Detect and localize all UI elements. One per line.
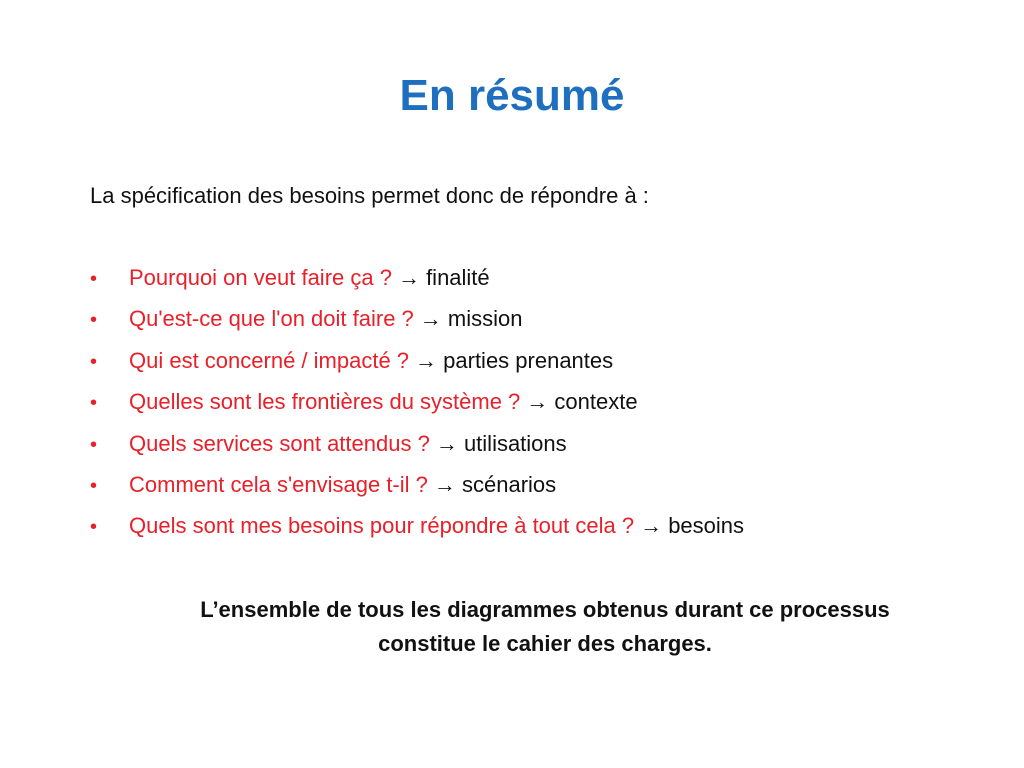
answer-text: → mission <box>419 306 523 332</box>
bullet-icon: • <box>90 309 98 332</box>
bullet-icon: • <box>90 516 98 539</box>
conclusion-line-1: L’ensemble de tous les diagrammes obtenus durant ce processus <box>200 597 890 622</box>
question-text: Comment cela s'envisage t-il ? <box>129 471 428 497</box>
intro-text: La spécification des besoins permet donc de répondre à : <box>90 183 649 208</box>
list-item <box>90 429 744 470</box>
question-text: Quels services sont attendus ? <box>129 430 430 456</box>
answer-text: → finalité <box>397 265 490 290</box>
list-item <box>90 387 744 428</box>
answer-text: → besoins <box>640 513 745 539</box>
bullet-icon: • <box>90 392 98 415</box>
bullet-icon: • <box>90 433 98 456</box>
question-text: Quels sont mes besoins pour répondre à tout cela ? <box>129 513 635 539</box>
question-text: Qui est concerné / impacté ? <box>129 347 410 373</box>
answer-text: → parties prenantes <box>415 347 614 373</box>
answer-text: → utilisations <box>435 430 567 456</box>
bullet-icon: • <box>90 474 98 497</box>
question-text: Quelles sont les frontières du système ? <box>129 389 521 415</box>
answer-text: → contexte <box>526 389 638 415</box>
list-item <box>90 304 744 345</box>
question-text: Pourquoi on veut faire ça ? <box>129 265 392 290</box>
conclusion-line-2: constitue le cahier des charges. <box>378 631 712 656</box>
list-item <box>90 346 744 387</box>
bullet-icon: • <box>90 268 98 290</box>
question-text: Qu'est-ce que l'on doit faire ? <box>129 306 414 332</box>
list-item <box>90 511 744 552</box>
list-item <box>90 470 744 511</box>
conclusion-text <box>100 593 990 661</box>
list-item <box>90 263 744 304</box>
bullet-icon: • <box>90 350 98 373</box>
answer-text: → scénarios <box>433 471 557 497</box>
bullet-list <box>90 263 744 553</box>
slide-title: En résumé <box>399 71 625 120</box>
